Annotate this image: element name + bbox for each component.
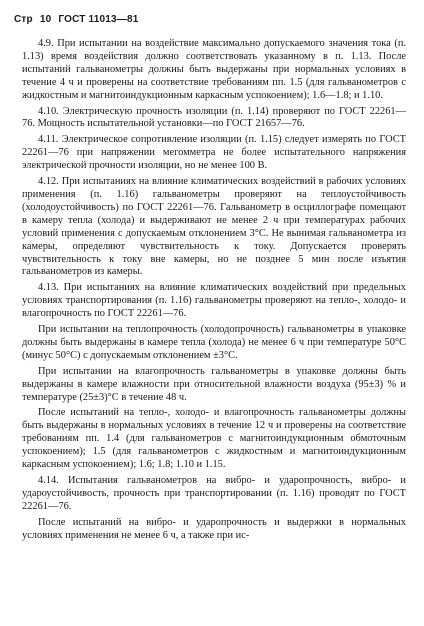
- document-body: [22, 38, 406, 546]
- paragraph-4-10: 4.10. Электрическую прочность изоляции (п. 1.14) проверяют по ГОСТ 22261—76. Мощность испытательной установки—по ГОСТ 21657—76.: [22, 105, 406, 130]
- standard-number: ГОСТ 11013—81: [58, 14, 139, 25]
- page-word: Стр: [14, 14, 33, 25]
- paragraph-4-13: 4.13. При испытаниях на влияние климатических воздействий при предельных условиях транспортирования (п. 1.16) гальванометры проверяют на тепло-, холодо- и влагопрочность по ГОСТ 22261—76.: [22, 282, 406, 320]
- page-number: 10: [39, 14, 52, 25]
- paragraph-4-9: 4.9. При испытании на воздействие максимально допускаемого значения тока (п. 1.13) время воздействия должно соответствовать указанному в п. 1.13. После испытаний гальванометры должны быть выдержаны при нормальных условиях в течение 4 ч и проверены на соответствие требованиям пп. 1.5 (для гальванометров с жидкостным и магнитоиндукционным каркасным успокоением); 1.6—1.8; и 1.10.: [22, 38, 406, 101]
- paragraph-4-12: 4.12. При испытаниях на влияние климатических воздействий в рабочих условиях применения (п. 1.16) гальванометры проверяют на теплоустойчивость (холодоустойчивость) по ГОСТ 22261—76. Гальванометр в осциллографе помещают в камеру тепла (холода) и выдерживают не менее 2 ч при температурах рабочих условий применения с допускаемым отклонением 3°С. Не вынимая гальванометра из камеры, определяют чувствительность к току. Допускается проверять чувствительность к току вне камеры, но не позднее 5 мин после изъятия гальванометров из камеры.: [22, 176, 406, 278]
- paragraph-vibration-continued: После испытаний на вибро- и ударопрочность и выдержки в нормальных условиях применения не менее 6 ч, а также при ис-: [22, 516, 406, 541]
- paragraph-moisture-resistance: При испытании на влагопрочность гальванометры в упаковке должны быть выдержаны в камере влажности при относительной влажности воздуха (95±3) % и температуре (25±3)°С в течение 48 ч.: [22, 365, 406, 403]
- paragraph-heat-resistance: При испытании на теплопрочность (холодопрочность) гальванометры в упаковке должны быть выдержаны в камере тепла (холода) не менее 6 ч при температуре 50°С (минус 50°С) с допускаемым отклонением ±3°С.: [22, 324, 406, 361]
- page-header: [14, 14, 146, 25]
- paragraph-after-tests: После испытаний на тепло-, холодо- и влагопрочность гальванометры должны быть выдержаны в нормальных условиях в течение 12 ч и проверены на соответствие требованиям пп. 1.4 (для гальванометров с магнитоиндукционным обмоточным успокоением); 1.5 (для гальванометров с жидкостным и магнитоиндукционным каркасным успокоением); 1.6; 1.8; 1.10 и 1.15.: [22, 407, 406, 471]
- paragraph-4-11: 4.11. Электрическое сопротивление изоляции (п. 1.15) следует измерять по ГОСТ 22261—76 при напряжении мегомметра не более испытательного напряжения электрической прочности изоляции, но не менее 100 В.: [22, 134, 406, 172]
- paragraph-4-14: 4.14. Испытания гальванометров на вибро- и ударопрочность, вибро- и удароустойчивость, прочность при транспортировании (п. 1.16) проводят по ГОСТ 22261—76.: [22, 475, 406, 512]
